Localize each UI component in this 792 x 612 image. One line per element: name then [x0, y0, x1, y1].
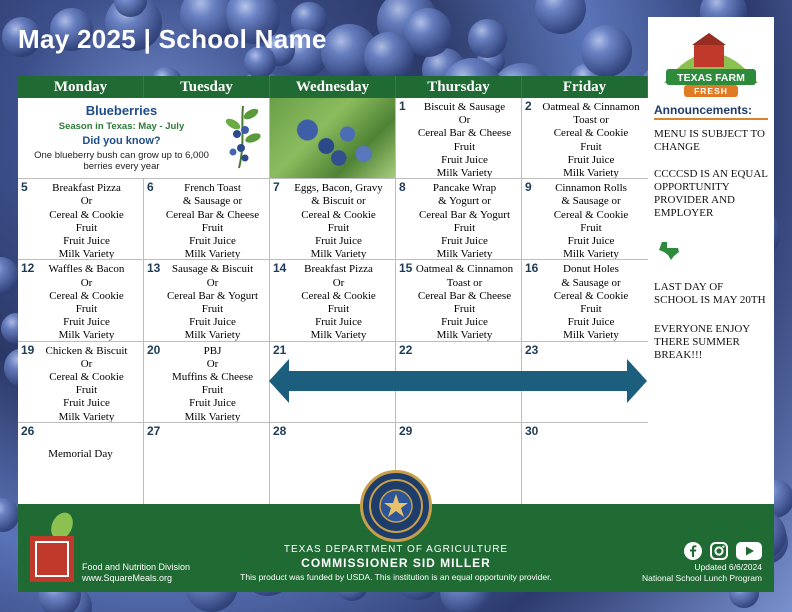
- day-cell: [18, 260, 144, 341]
- promo-heading: Blueberries: [85, 103, 158, 118]
- day-cell: [270, 179, 396, 260]
- day-header: Wednesday: [270, 76, 396, 98]
- update-info: [642, 562, 762, 583]
- menu-text: Chicken & Biscuit Or Cereal & Cookie Fruit Fruit Juice Milk Variety: [45, 344, 128, 423]
- day-header: Tuesday: [144, 76, 270, 98]
- day-number: 12: [21, 261, 35, 276]
- holiday-label: Memorial Day: [48, 447, 113, 460]
- promo-season: Season in Texas: May - July: [58, 121, 185, 133]
- calendar-grid: [18, 98, 648, 504]
- texas-state-icon: [658, 242, 680, 260]
- day-number: 30: [525, 423, 539, 438]
- menu-text: Breakfast Pizza Or Cereal & Cookie Fruit Fruit Juice Milk Variety: [49, 182, 124, 261]
- instagram-icon[interactable]: [710, 542, 728, 560]
- blueberry-shape: [0, 257, 19, 295]
- announcement-item: EVERYONE ENJOY THERE SUMMER BREAK!!!: [654, 323, 750, 361]
- tda-seal: [360, 470, 432, 542]
- day-cell: [144, 423, 270, 504]
- day-number: 8: [399, 180, 406, 195]
- day-cell: [144, 342, 270, 423]
- logo-text-line2: FRESH: [694, 86, 728, 96]
- announcement-item: LAST DAY OF SCHOOL IS MAY 20TH: [654, 281, 766, 306]
- day-cell: [18, 179, 144, 260]
- day-header: Friday: [522, 76, 648, 98]
- facebook-icon[interactable]: [684, 542, 702, 560]
- funding-statement: This product was funded by USDA. This institution is an equal opportunity provider.: [240, 572, 552, 582]
- menu-text: Donut Holes & Sausage or Cereal & Cookie Fruit Fruit Juice Milk Variety: [553, 263, 629, 342]
- day-cell: [522, 98, 648, 179]
- double-arrow-icon: [269, 359, 647, 403]
- calendar: [18, 76, 648, 504]
- day-cell: [522, 423, 648, 504]
- day-number: 28: [273, 423, 287, 438]
- day-number: 15: [399, 261, 413, 276]
- day-number: 13: [147, 261, 161, 276]
- menu-text: PBJ Or Muffins & Cheese Fruit Fruit Juice Milk Variety: [171, 344, 254, 423]
- youtube-icon[interactable]: [736, 542, 762, 560]
- logo-text-line1: TEXAS FARM: [677, 72, 745, 84]
- menu-text: French Toast & Sausage or Cereal Bar & Cheese Fruit Fruit Juice Milk Variety: [165, 182, 260, 261]
- day-number: 6: [147, 180, 154, 195]
- day-number: 14: [273, 261, 287, 276]
- day-header: Monday: [18, 76, 144, 98]
- day-number: 9: [525, 180, 532, 195]
- blueberry-shape: [581, 25, 633, 77]
- day-number: 27: [147, 423, 161, 438]
- program-name: National School Lunch Program: [641, 572, 762, 583]
- day-cell: [144, 179, 270, 260]
- blueberry-shape: [468, 19, 507, 58]
- announcements-title: Announcements:: [654, 103, 768, 120]
- page-title: May 2025 | School Name: [18, 24, 327, 54]
- day-number: 19: [21, 342, 35, 357]
- menu-text: Sausage & Biscuit Or Cereal Bar & Yogurt Fruit Fruit Juice Milk Variety: [166, 263, 259, 342]
- updated-date: Updated 6/6/2024: [694, 562, 762, 572]
- menu-text: Pancake Wrap & Yogurt or Cereal Bar & Yogurt Fruit Fruit Juice Milk Variety: [418, 182, 511, 261]
- day-cell: [396, 260, 522, 341]
- menu-text: Oatmeal & Cinnamon Toast or Cereal & Cookie Fruit Fruit Juice Milk Variety: [542, 101, 640, 180]
- social-links: [684, 542, 762, 560]
- menu-text: Breakfast Pizza Or Cereal & Cookie Fruit Fruit Juice Milk Variety: [301, 263, 376, 342]
- day-number: 2: [525, 99, 532, 113]
- day-number: 26: [21, 423, 35, 438]
- commissioner-name: COMMISSIONER SID MILLER: [301, 556, 491, 570]
- promo-fact: One blueberry bush can grow up to 6,000 berries every year: [34, 149, 209, 172]
- menu-text: Cinnamon Rolls & Sausage or Cereal & Cookie Fruit Fruit Juice Milk Variety: [553, 182, 629, 261]
- day-cell: [18, 342, 144, 423]
- day-number: 23: [525, 342, 539, 357]
- blueberry-photo: [270, 98, 396, 179]
- day-cell: [522, 179, 648, 260]
- seal-icon: [366, 476, 426, 536]
- day-number: 5: [21, 180, 28, 195]
- day-header: Thursday: [396, 76, 522, 98]
- day-number: 20: [147, 342, 161, 357]
- blueberry-shape: [0, 498, 19, 532]
- day-cell: [144, 260, 270, 341]
- day-number: 7: [273, 180, 280, 195]
- day-number: 29: [399, 423, 413, 438]
- texas-farm-fresh-logo: [654, 23, 768, 101]
- menu-text: Biscuit & Sausage Or Cereal Bar & Cheese Fruit Fruit Juice Milk Variety: [417, 101, 512, 180]
- agency-name: TEXAS DEPARTMENT OF AGRICULTURE: [283, 544, 509, 555]
- menu-text: Eggs, Bacon, Gravy & Biscuit or Cereal & Cookie Fruit Fruit Juice Milk Variety: [294, 182, 383, 261]
- announcement-item: CCCCSD IS AN EQUAL OPPORTUNITY PROVIDER AND EMPLOYER: [654, 168, 768, 219]
- day-number: 21: [273, 342, 287, 357]
- blueberry-branch-icon: [223, 104, 263, 170]
- blueberry-shape: [535, 0, 586, 34]
- blueberry-shape: [364, 32, 414, 82]
- promo-question: Did you know?: [82, 135, 161, 148]
- day-number: 22: [399, 342, 413, 357]
- menu-text: Waffles & Bacon Or Cereal & Cookie Fruit Fruit Juice Milk Variety: [48, 263, 125, 342]
- day-header-row: [18, 76, 648, 98]
- menu-text: Oatmeal & Cinnamon Toast or Cereal Bar & Cheese Fruit Fruit Juice Milk Variety: [415, 263, 514, 342]
- division-name: Food and Nutrition Division: [82, 562, 191, 572]
- day-number: 1: [399, 99, 406, 113]
- division-site[interactable]: www.SquareMeals.org: [82, 573, 173, 583]
- day-cell: [396, 179, 522, 260]
- day-cell: [18, 423, 144, 504]
- day-cell: [522, 260, 648, 341]
- announcement-item: MENU IS SUBJECT TO CHANGE: [654, 128, 765, 153]
- footer: [18, 504, 774, 592]
- announcements-panel: [648, 17, 774, 504]
- day-cell: [270, 260, 396, 341]
- blueberry-promo: [18, 98, 270, 179]
- day-number: 16: [525, 261, 539, 276]
- day-cell: [396, 98, 522, 179]
